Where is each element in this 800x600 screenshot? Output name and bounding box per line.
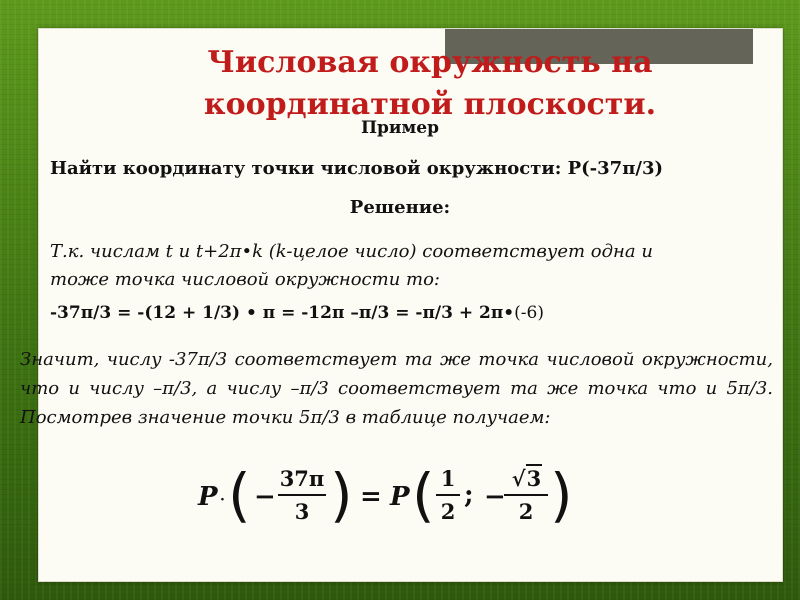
sqrt-sign: √ [511,466,526,491]
fraction-1-2 [436,466,460,524]
result-formula [198,458,578,538]
formula-minus-1: − [254,482,276,512]
frac2-bar [436,494,460,496]
formula-semicolon: ; [464,480,474,510]
explanation-line-2: тоже точка числовой окружности то: [50,269,440,290]
fraction-sqrt3-2 [504,466,548,524]
explanation-line-1: Т.к. числам t и t+2π•k (k-целое число) соответствует одна и [50,241,653,262]
formula-lparen-2: ( [412,461,435,529]
conclusion-paragraph: Значит, числу -37π/3 соответствует та же точка числовой окружности, что и числу –π/3, а числу –π/3 соответствует та же точка что и 5π/3. Посмотрев значение точки 5π/3 в таблице получаем: [20,349,773,428]
formula-p-right: P [390,482,410,512]
title-line-1: Числовая окружность на [207,45,653,80]
equation-tail: (-6) [514,303,544,323]
frac2-denominator: 2 [440,499,456,524]
formula-equals: = [360,482,382,512]
example-label: Пример [360,118,440,138]
title-line-2: координатной плоскости. [203,87,657,122]
fraction-37pi-3 [278,466,326,524]
formula-minus-2: − [484,482,506,512]
slide-title [150,42,710,126]
sqrt-expression [510,466,542,491]
formula-rparen-2: ) [550,461,573,529]
frac1-denominator: 3 [294,499,310,524]
solution-label: Решение: [349,197,451,218]
frac1-bar [278,494,326,496]
task-text: Найти координату точки числовой окружности: P(-37π/3) [50,158,663,179]
formula-lparen-1: ( [228,461,251,529]
formula-rparen-1: ) [330,461,353,529]
sqrt-radicand: 3 [526,466,542,491]
formula-p-left: P [198,482,218,512]
equation-line [50,303,544,323]
frac3-denominator: 2 [518,499,534,524]
formula-dot: · [220,492,225,508]
frac2-numerator: 1 [440,466,456,491]
equation-main: -37π/3 = -(12 + 1/3) • π = -12π –π/3 = -π/3 + 2π• [50,303,515,323]
frac1-numerator: 37π [279,466,325,491]
frac3-bar [504,494,548,496]
frac3-numerator [504,466,548,491]
